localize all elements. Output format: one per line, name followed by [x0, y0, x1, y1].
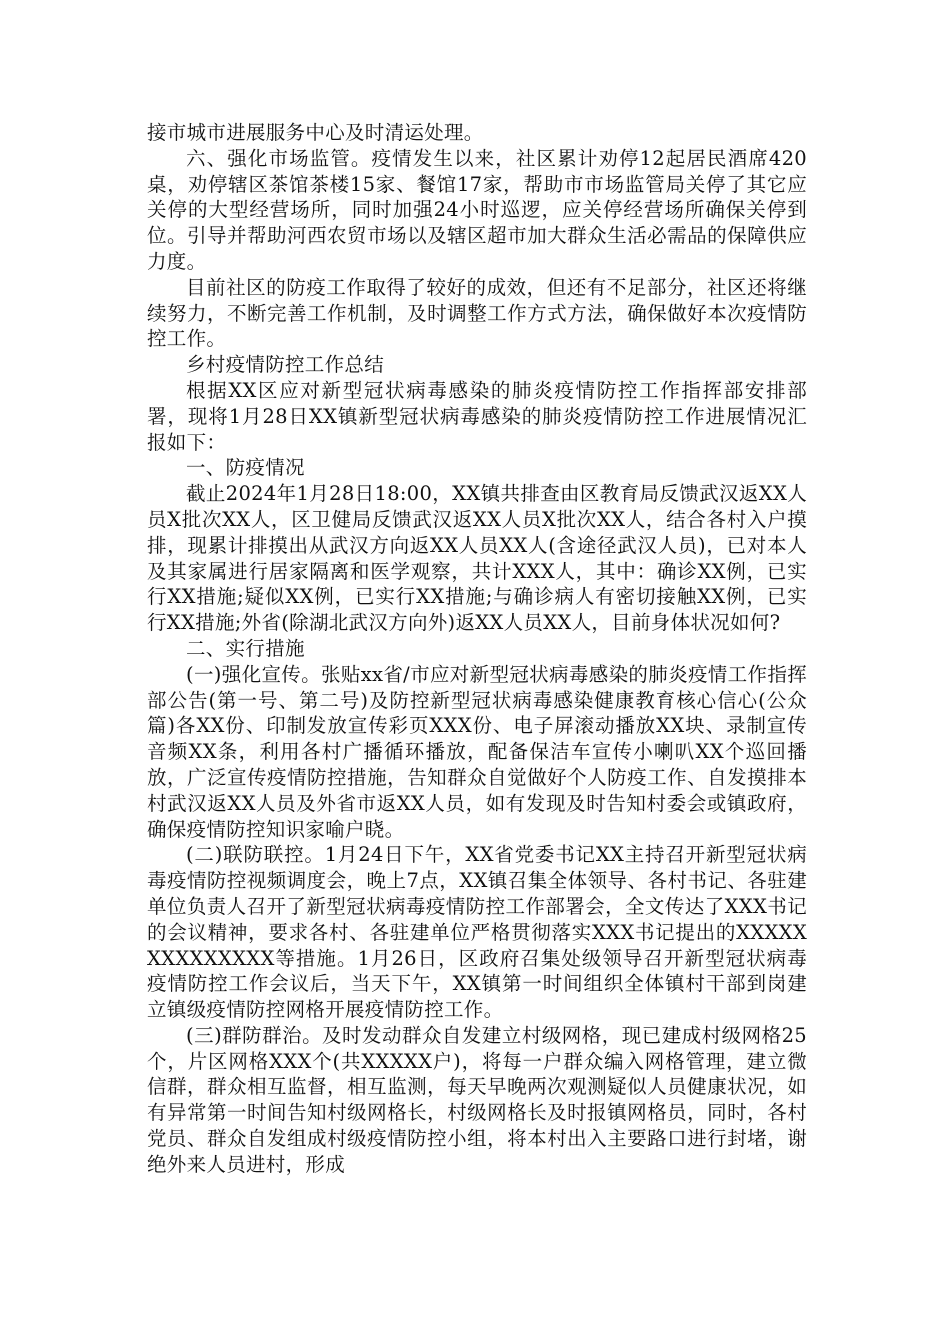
paragraph-market-supervision: 六、强化市场监管。疫情发生以来，社区累计劝停12起居民酒席420桌，劝停辖区茶馆茶楼15家、餐馆17家，帮助市市场监管局关停了其它应关停的大型经营场所，同时加强24小时巡逻，应关停经营场所确保关停到位。引导并帮助河西农贸市场以及辖区超市加大群众生活必需品的保障供应力度。 [147, 146, 807, 273]
paragraph-continuation: 接市城市进展服务中心及时清运处理。 [147, 121, 484, 144]
paragraph-mass-prevention: (三)群防群治。及时发动群众自发建立村级网格，现已建成村级网格25个，片区网格XXX个(共XXXXX户)，将每一户群众编入网格管理，建立微信群，群众相互监督，相互监测，每天早晚两次观测疑似人员健康状况，如有异常第一时间告知村级网格长，村级网格长及时报镇网格员，同时，各村党员、群众自发组成村级疫情防控小组，将本村出入主要路口进行封堵，谢绝外来人员进村，形成 [147, 1023, 807, 1176]
heading-measures: 二、实行措施 [186, 636, 305, 660]
document-body [147, 120, 807, 1178]
paragraph-epidemic-status: 截止2024年1月28日18:00，XX镇共排查由区教育局反馈武汉返XX人员X批次XX人，区卫健局反馈武汉返XX人员X批次XX人，结合各村入户摸排，现累计排摸出从武汉方向返XX人员XX人(含途径武汉人员)，已对本人及其家属进行居家隔离和医学观察，共计XXX人，其中：确诊XX例，已实行XX措施;疑似XX例，已实行XX措施;与确诊病人有密切接触XX例，已实行XX措施;外省(除湖北武汉方向外)返XX人员XX人，目前身体状况如何? [147, 482, 807, 635]
paragraph-publicity: (一)强化宣传。张贴xx省/市应对新型冠状病毒感染的肺炎疫情工作指挥部公告(第一号、第二号)及防控新型冠状病毒感染健康教育核心信心(公众篇)各XX份、印制发放宣传彩页XXX份、电子屏滚动播放XX块、录制宣传音频XX条，利用各村广播循环播放，配备保洁车宣传小喇叭XX个巡回播放，广泛宣传疫情防控措施，告知群众自觉做好个人防疫工作、自发摸排本村武汉返XX人员及外省市返XX人员，如有发现及时告知村委会或镇政府，确保疫情防控知识家喻户晓。 [147, 662, 807, 841]
paragraph-joint-control: (二)联防联控。1月24日下午，XX省党委书记XX主持召开新型冠状病毒疫情防控视频调度会，晚上7点，XX镇召集全体领导、各村书记、各驻建单位负责人召开了新型冠状病毒疫情防控工作部署会，全文传达了XXX书记的会议精神，要求各村、各驻建单位严格贯彻落实XXX书记提出的XXXXXXXXXXXXXX等措施。1月26日，区政府召集处级领导召开新型冠状病毒疫情防控工作会议后，当天下午，XX镇第一时间组织全体镇村干部到岗建立镇级疫情防控网格开展疫情防控工作。 [147, 843, 807, 1022]
section-title: 乡村疫情防控工作总结 [186, 353, 385, 377]
paragraph-community-summary: 目前社区的防疫工作取得了较好的成效，但还有不足部分，社区还将继续努力，不断完善工作机制，及时调整工作方式方法，确保做好本次疫情防控工作。 [147, 275, 807, 351]
paragraph-intro: 根据XX区应对新型冠状病毒感染的肺炎疫情防控工作指挥部安排部署，现将1月28日XX镇新型冠状病毒感染的肺炎疫情防控工作进展情况汇报如下： [147, 378, 807, 454]
heading-epidemic-status: 一、防疫情况 [186, 456, 305, 480]
